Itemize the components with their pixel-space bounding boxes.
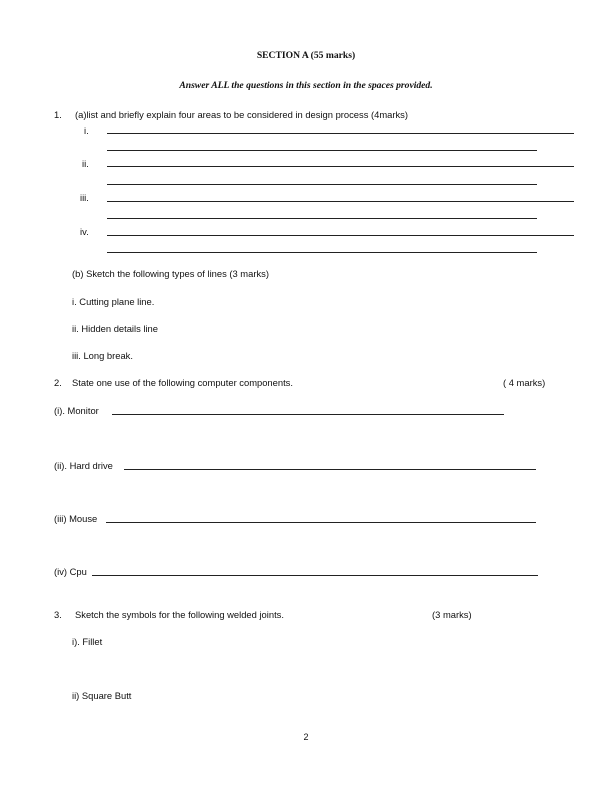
answer-line[interactable]	[107, 166, 574, 167]
q1-roman-iv: iv.	[80, 226, 89, 237]
answer-line[interactable]	[106, 522, 536, 523]
q1-roman-i: i.	[84, 125, 89, 136]
section-instruction: Answer ALL the questions in this section in the spaces provided.	[179, 80, 433, 91]
q2-item-monitor: (i). Monitor	[54, 405, 99, 416]
answer-line[interactable]	[124, 469, 536, 470]
q3-question: Sketch the symbols for the following welded joints.	[75, 609, 284, 620]
line-type-item: ii. Hidden details line	[72, 323, 158, 334]
section-title: SECTION A (55 marks)	[256, 50, 356, 61]
q3-number: 3.	[54, 609, 62, 620]
q1-part-b: (b) Sketch the following types of lines (3 marks)	[72, 268, 269, 279]
q3-item-square-butt: ii) Square Butt	[72, 690, 132, 701]
answer-line[interactable]	[107, 184, 537, 185]
q1-roman-iii: iii.	[80, 192, 89, 203]
answer-line[interactable]	[107, 133, 574, 134]
answer-line[interactable]	[107, 218, 537, 219]
line-type-item: i. Cutting plane line.	[72, 296, 155, 307]
q1-number: 1.	[54, 109, 62, 120]
q1-part-a: (a)list and briefly explain four areas to be considered in design process (4marks)	[75, 109, 408, 120]
q3-item-fillet: i). Fillet	[72, 636, 103, 647]
q2-marks: ( 4 marks)	[503, 377, 546, 388]
q2-item-cpu: (iv) Cpu	[54, 566, 87, 577]
answer-line[interactable]	[92, 575, 538, 576]
q1-roman-ii: ii.	[82, 158, 89, 169]
answer-line[interactable]	[107, 252, 537, 253]
q3-marks: (3 marks)	[432, 609, 472, 620]
answer-line[interactable]	[107, 150, 537, 151]
answer-line[interactable]	[112, 414, 504, 415]
q2-number: 2.	[54, 377, 62, 388]
q2-question: State one use of the following computer components.	[72, 377, 293, 388]
page-number: 2	[303, 732, 309, 742]
q2-item-hard-drive: (ii). Hard drive	[54, 460, 113, 471]
line-type-item: iii. Long break.	[72, 350, 133, 361]
q2-item-mouse: (iii) Mouse	[54, 513, 98, 524]
answer-line[interactable]	[107, 235, 574, 236]
answer-line[interactable]	[107, 201, 574, 202]
